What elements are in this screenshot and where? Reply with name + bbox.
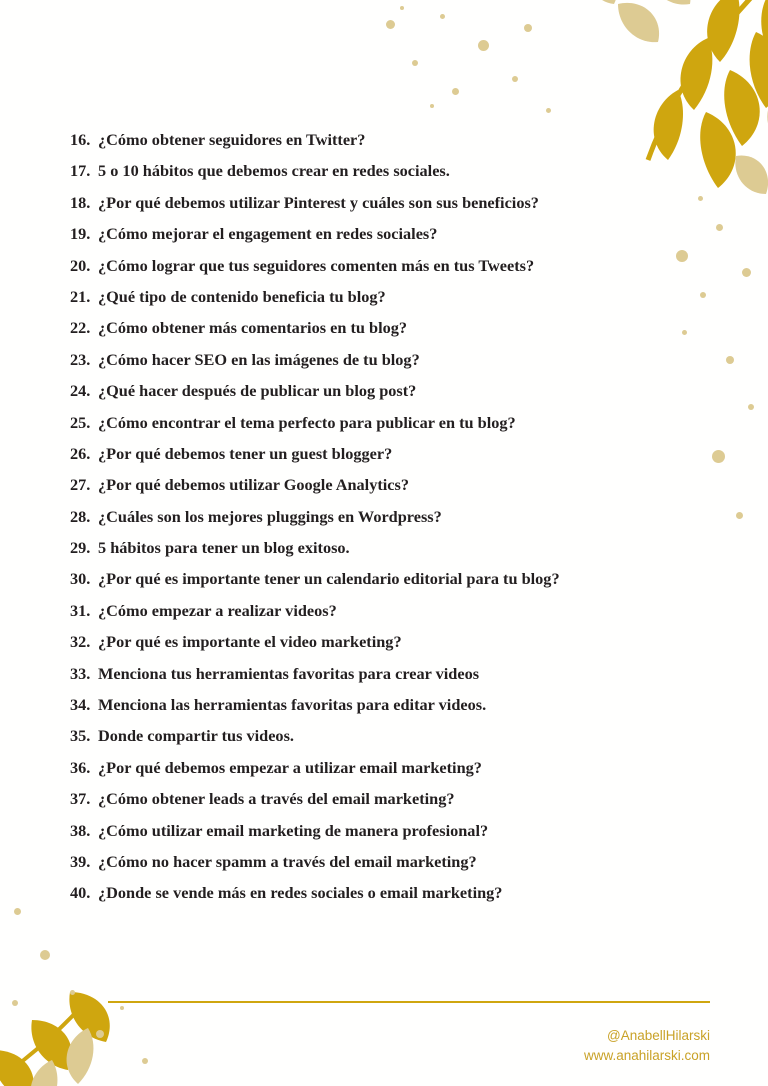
footer-website[interactable]: www.anahilarski.com: [583, 1047, 710, 1063]
list-item-text: ¿Cómo mejorar el engagement en redes sociales?: [98, 224, 438, 244]
list-item: [70, 226, 690, 242]
list-item-text: ¿Cuáles son los mejores pluggings en Wordpress?: [98, 506, 442, 526]
list-item: [70, 286, 690, 306]
list-item-number: 26.: [70, 443, 91, 463]
list-item: [70, 540, 690, 556]
list-item-text: ¿Por qué debemos tener un guest blogger?: [98, 443, 393, 463]
list-item: [70, 728, 690, 744]
list-item: [70, 192, 690, 212]
list-item-number: 34.: [70, 695, 91, 715]
list-item-number: 23.: [70, 349, 91, 369]
list-item: [70, 349, 690, 369]
list-item-number: 32.: [70, 632, 91, 652]
list-item-number: 37.: [70, 789, 91, 809]
list-item: [70, 571, 690, 587]
list-item: [70, 506, 690, 526]
list-item-number: 17.: [70, 161, 91, 181]
list-item: [70, 791, 690, 807]
list-item-number: 40.: [70, 883, 91, 903]
list-item-number: 35.: [70, 726, 91, 746]
list-item-text: ¿Por qué debemos utilizar Google Analytics?: [98, 475, 409, 495]
list-item: [70, 477, 690, 493]
list-item-number: 20.: [70, 255, 91, 275]
list-item: [70, 634, 690, 650]
list-item-text: ¿Qué hacer después de publicar un blog post?: [98, 381, 417, 401]
list-item-text: ¿Por qué es importante tener un calendario editorial para tu blog?: [98, 569, 560, 589]
list-item-text: ¿Por qué debemos utilizar Pinterest y cuáles son sus beneficios?: [98, 192, 539, 212]
list-item-text: Menciona tus herramientas favoritas para crear videos: [98, 663, 480, 683]
list-item-text: ¿Cómo hacer SEO en las imágenes de tu blog?: [98, 349, 420, 369]
list-item-text: ¿Cómo obtener más comentarios en tu blog?: [98, 318, 408, 338]
list-item: [70, 383, 690, 399]
list-item-number: 21.: [70, 286, 91, 306]
list-item-text: ¿Cómo empezar a realizar videos?: [98, 600, 337, 620]
list-item-number: 29.: [70, 538, 91, 558]
list-item-text: 5 hábitos para tener un blog exitoso.: [98, 538, 350, 558]
list-item: [70, 885, 690, 901]
list-item-text: ¿Cómo obtener seguidores en Twitter?: [98, 130, 366, 149]
list-item-number: 19.: [70, 224, 91, 244]
list-item-text: Donde compartir tus videos.: [98, 726, 294, 746]
list-item-number: 22.: [70, 318, 91, 338]
list-item-number: 39.: [70, 851, 91, 871]
list-item-number: 33.: [70, 663, 91, 683]
list-item: [70, 600, 690, 620]
list-item-number: 24.: [70, 381, 91, 401]
list-item-text: ¿Cómo obtener leads a través del email marketing?: [98, 789, 455, 809]
list-item-text: ¿Qué tipo de contenido beneficia tu blog?: [98, 286, 386, 306]
list-item-number: 30.: [70, 569, 91, 589]
list-item: [70, 820, 690, 840]
footer-divider: [108, 1001, 710, 1003]
list-item-text: ¿Cómo lograr que tus seguidores comenten más en tus Tweets?: [98, 255, 535, 275]
list-item: [70, 255, 690, 275]
list-item-text: ¿Cómo no hacer spamm a través del email marketing?: [98, 851, 477, 871]
list-item: [70, 851, 690, 871]
floral-decoration-bottom-left: [0, 896, 220, 1086]
list-item-number: 18.: [70, 192, 91, 212]
list-item: [70, 412, 690, 432]
list-item: [70, 163, 690, 179]
list-item: [70, 320, 690, 336]
list-item-text: ¿Donde se vende más en redes sociales o email marketing?: [98, 883, 503, 903]
list-item-text: Menciona las herramientas favoritas para editar videos.: [98, 695, 487, 715]
list-item-number: 31.: [70, 600, 91, 620]
list-item: [70, 697, 690, 713]
list-item-number: 16.: [70, 130, 91, 149]
list-item-text: ¿Cómo encontrar el tema perfecto para publicar en tu blog?: [98, 412, 516, 432]
list-item-number: 25.: [70, 412, 91, 432]
list-item: [70, 663, 690, 683]
list-item: [70, 132, 690, 148]
list-item: [70, 757, 690, 777]
list-item-number: 27.: [70, 475, 91, 495]
list-item-text: 5 o 10 hábitos que debemos crear en redes sociales.: [98, 161, 450, 181]
list-item-text: ¿Por qué es importante el video marketing?: [98, 632, 402, 652]
list-item-number: 28.: [70, 506, 91, 526]
footer-handle: @AnabellHilarski: [607, 1027, 710, 1043]
footer: [584, 1026, 710, 1067]
list-item-number: 36.: [70, 757, 91, 777]
list-item-number: 38.: [70, 820, 91, 840]
list-item-text: ¿Por qué debemos empezar a utilizar email marketing?: [98, 757, 482, 777]
list-item: [70, 443, 690, 463]
list-item-text: ¿Cómo utilizar email marketing de manera profesional?: [98, 820, 489, 840]
question-list: [70, 132, 690, 917]
